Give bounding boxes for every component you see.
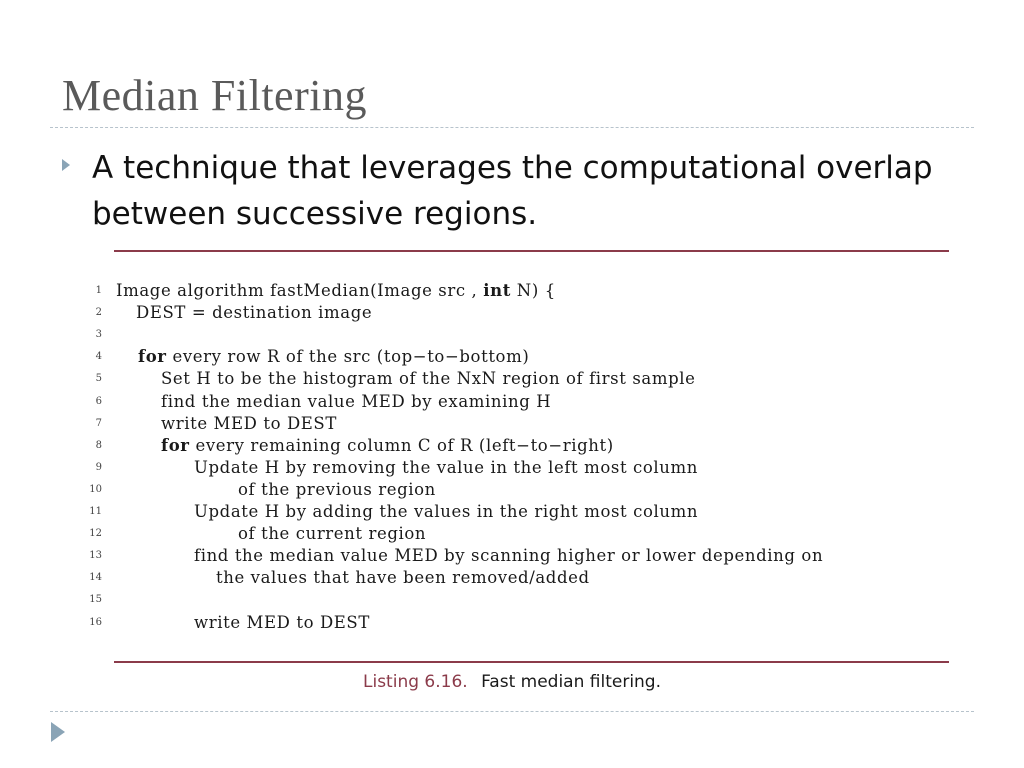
line-number: 6 [95, 395, 102, 407]
line-number: 12 [89, 528, 102, 540]
line-number: 1 [95, 285, 102, 296]
code-line [0, 435, 1024, 457]
code-segment: N) { [510, 281, 556, 300]
code-segment: DEST = destination image [136, 303, 373, 323]
line-number: 4 [95, 351, 102, 363]
code-line [0, 391, 1024, 413]
code-text [216, 567, 590, 589]
code-segment: the values that have been removed/added [216, 568, 590, 588]
code-text [161, 413, 337, 435]
code-text [161, 391, 551, 413]
code-line [0, 612, 1024, 634]
code-line [0, 457, 1024, 479]
footer-divider [50, 711, 974, 712]
code-text [194, 501, 698, 523]
code-text [194, 612, 370, 634]
listing-caption [363, 670, 661, 694]
code-segment: Update H by adding the values in the right most column [194, 502, 699, 521]
code-text [161, 368, 695, 390]
line-number: 8 [95, 439, 102, 451]
listing-top-rule [114, 250, 949, 252]
code-line [0, 368, 1024, 390]
code-line [0, 501, 1024, 523]
code-line [0, 324, 1024, 346]
code-text [238, 523, 426, 545]
bullet-text: A technique that leverages the computational overlap between successive regions. [92, 150, 933, 232]
code-segment: write MED to DEST [161, 413, 337, 433]
slide-title: Median Filtering [62, 71, 367, 120]
code-segment: every row R of the src (top−to−bottom) [166, 347, 530, 367]
line-number: 16 [89, 616, 102, 628]
code-text [194, 545, 823, 567]
code-keyword: for [161, 435, 190, 455]
code-segment: find the median value MED by scanning higher or lower depending on [194, 546, 824, 566]
title-divider [50, 127, 974, 128]
code-text [194, 457, 698, 479]
code-line [0, 479, 1024, 501]
triangle-bullet-icon [62, 159, 70, 171]
line-number: 14 [89, 572, 102, 584]
code-segment: find the median value MED by examining H [161, 391, 552, 411]
code-line [0, 413, 1024, 435]
code-segment: Set H to be the histogram of the NxN region of first sample [161, 369, 696, 389]
listing-bottom-rule [114, 661, 949, 663]
code-line [0, 523, 1024, 545]
line-number: 3 [95, 329, 102, 341]
line-number: 7 [95, 417, 102, 429]
line-number: 15 [89, 594, 102, 606]
line-number: 11 [89, 506, 102, 517]
play-arrow-icon[interactable] [51, 722, 65, 742]
code-text [136, 302, 372, 324]
code-text [161, 435, 614, 457]
code-segment: write MED to DEST [194, 612, 370, 632]
line-number: 9 [95, 461, 102, 473]
line-number: 5 [95, 373, 102, 385]
code-line [0, 567, 1024, 589]
code-line [0, 589, 1024, 611]
code-segment: Update H by removing the value in the left most column [194, 457, 698, 477]
code-line [0, 280, 1024, 302]
code-keyword: for [138, 347, 167, 367]
code-segment: every remaining column C of R (left−to−right) [189, 435, 614, 455]
line-number: 10 [89, 483, 102, 495]
code-text [116, 280, 556, 302]
code-keyword: int [483, 281, 511, 300]
code-line [0, 302, 1024, 324]
code-segment: of the previous region [238, 479, 436, 499]
code-segment: of the current region [238, 524, 427, 544]
code-segment: Image algorithm fastMedian(Image src , [116, 281, 484, 300]
line-number: 13 [89, 550, 102, 562]
line-number: 2 [95, 307, 102, 319]
code-text [138, 346, 529, 368]
caption-label: Listing 6.16. [363, 672, 468, 692]
caption-text: Fast median filtering. [481, 672, 662, 692]
code-text [238, 479, 436, 501]
code-line [0, 545, 1024, 567]
code-line [0, 346, 1024, 368]
